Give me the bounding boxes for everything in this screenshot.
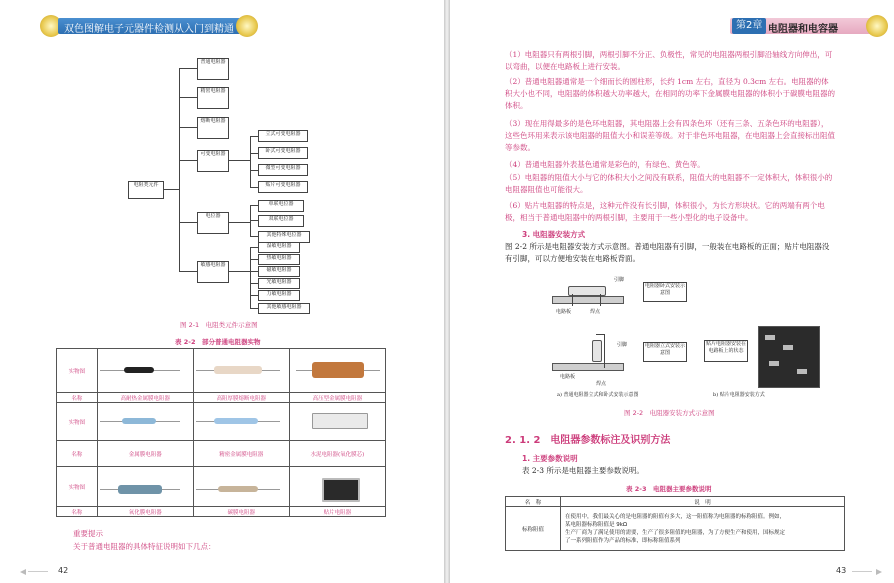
- resistor-photo: [312, 362, 364, 378]
- box-horizontal: 电阻器卧式安装示意图: [643, 282, 687, 302]
- table-caption: 表 2-2 部分普通电阻器实物: [175, 338, 261, 346]
- row-label: 名称: [57, 507, 98, 517]
- resistor-photo: [122, 418, 156, 424]
- leaf-box: 立式可变电阻器: [258, 130, 308, 142]
- leaf-box: 光敏电阻器: [258, 278, 300, 289]
- col-header: 说 明: [561, 497, 845, 507]
- resistor-photo: [214, 366, 262, 374]
- row-label: 名称: [57, 441, 98, 467]
- resistor-name: 贴片电阻器: [289, 507, 385, 517]
- connector-line: [179, 68, 180, 271]
- resistor-shape: [592, 340, 602, 362]
- flower-ornament-icon: [866, 15, 888, 37]
- branch-box-可变: 可变电阻器: [197, 150, 229, 172]
- resistor-name: 水泥电阻器(氧化膜芯): [289, 441, 385, 467]
- resistor-photo: [312, 413, 368, 429]
- leaf-box: 热敏电阻器: [258, 254, 300, 265]
- resistor-name: 精密金属膜电阻器: [193, 441, 289, 467]
- point-2: （2）普通电阻器通常是一个细而长的圆柱形，长约 1cm 左右，直径为 0.3cm 左右。电阻器的体积大小也不同，电阻器的体积越大功率越大，在相同的功率下金属膜电阻器的体积小于碳膜电阻器的体积。: [505, 77, 835, 110]
- leaf-box: 湿敏电阻器: [258, 242, 300, 253]
- resistor-photo: [218, 486, 258, 492]
- tip-text: 关于普通电阻器的具体特征说明如下几点：: [73, 542, 216, 551]
- resistor-photo: [322, 478, 360, 502]
- param-name: 标称阻值: [506, 507, 561, 551]
- resistor-name: 高压型金属膜电阻器: [289, 393, 385, 403]
- figure-caption: 图 2-2 电阻器安装方式示意图: [624, 409, 715, 417]
- branch-box-敏感: 敏感电阻器: [197, 261, 229, 283]
- leaf-box: 单联电位器: [258, 200, 304, 212]
- leaf-box: 其他特殊电位器: [258, 231, 310, 243]
- resistor-photo: [118, 485, 162, 494]
- params-table: [505, 496, 845, 551]
- install-text: 图 2-2 所示是电阻器安装方式示意图。普通电阻器有引脚，一般装在电路板的正面；贴片电阻器没有引脚，可以方便地安装在电路板背面。: [505, 242, 830, 263]
- box-smd: 贴片电阻器安装在电路板上的状态: [704, 340, 748, 362]
- subcaption-b: b) 贴片电阻器安装方式: [713, 392, 765, 398]
- page-number: 42: [58, 566, 69, 575]
- sub-text: 表 2-3 所示是电阻器主要参数说明。: [522, 466, 644, 475]
- param-desc-line: 了一系列阻值作为产品的标准，即标称阻值系列: [565, 537, 681, 544]
- resistor-name: 高耐热金属膜电阻器: [97, 393, 193, 403]
- box-vertical: 电阻器立式安装示意图: [643, 342, 687, 362]
- param-desc-line: 某电阻器标称阻值是 9kΩ: [565, 521, 628, 528]
- resistor-name: 碳膜电阻器: [193, 507, 289, 517]
- branch-box-精密: 精密电阻器: [197, 87, 229, 109]
- connector-line: [163, 189, 179, 190]
- row-label: 实物图: [57, 349, 98, 393]
- subcaption-a: a) 普通电阻器立式和卧式安装示意图: [557, 392, 639, 398]
- row-label: 实物图: [57, 467, 98, 507]
- book-title: 双色图解电子元器件检测从入门到精通: [64, 24, 234, 35]
- next-page-arrow-icon[interactable]: [876, 569, 882, 575]
- chapter-title: 电阻器和电容器: [768, 24, 838, 35]
- param-desc-line: 生产厂商为了满足使用的需要，生产了很多阻值的电阻器，为了方便生产和使用，国标规定: [565, 529, 786, 536]
- label-lead: 引脚: [614, 277, 625, 283]
- row-label: 名称: [57, 393, 98, 403]
- branch-box-普通: 普通电阻器: [197, 58, 229, 80]
- param-desc-line: 在使用中，我们最关心的是电阻器的阻值有多大，这一阻值称为电阻器的标称阻值。例如，: [565, 513, 786, 520]
- point-6: （6）贴片电阻器的特点是，这种元件没有长引脚，体积很小，为长方形块状。它的两端有两个电极，相当于普通电阻器中的两根引脚，主要用于一些小型化的电子设备中。: [505, 201, 825, 222]
- label-lead: 引脚: [617, 342, 628, 348]
- col-header: 名 称: [506, 497, 561, 507]
- leaf-box: 磁敏电阻器: [258, 266, 300, 277]
- label-solder: 焊点: [596, 381, 607, 387]
- point-3: （3）现在用得最多的是色环电阻器，其电阻器上会有四条色环（还有三条、五条色环的电阻器），这些色环用来表示该电阻器的阻值大小和误差等级。对于非色环电阻器，在电阻器上会直接标出阻值等参数。: [505, 119, 835, 152]
- pcb-shape: [552, 296, 624, 304]
- install-heading: 3. 电阻器安装方式: [522, 230, 586, 239]
- branch-box-电位器: 电位器: [197, 212, 229, 234]
- resistor-name: 高阻厚膜熔断电阻器: [193, 393, 289, 403]
- label-pcb: 电路板: [560, 374, 576, 380]
- resistor-name: 金属膜电阻器: [97, 441, 193, 467]
- tip-title: 重要提示: [73, 529, 103, 538]
- sub-heading: 1. 主要参数说明: [522, 454, 578, 463]
- table-caption: 表 2-3 电阻器主要参数说明: [626, 485, 712, 493]
- leaf-box: 微型可变电阻器: [258, 164, 308, 176]
- leaf-box: 贴片可变电阻器: [258, 181, 308, 193]
- smd-photo: [758, 326, 820, 388]
- prev-page-arrow-icon[interactable]: [20, 569, 26, 575]
- row-label: 实物图: [57, 403, 98, 441]
- chapter-badge: 第2章: [732, 18, 766, 34]
- point-4: （4）普通电阻器外表基色通常是彩色的，有绿色、黄色等。: [505, 160, 705, 169]
- branch-box-熔断: 熔断电阻器: [197, 117, 229, 139]
- leaf-box: 其他敏感电阻器: [258, 303, 310, 314]
- leaf-box: 力敏电阻器: [258, 290, 300, 301]
- label-pcb: 电路板: [556, 309, 572, 315]
- figure-caption: 图 2-1 电阻类元件示意图: [180, 321, 258, 329]
- resistor-photo: [124, 367, 154, 373]
- point-5: （5）电阻器的阻值大小与它的体积大小之间没有联系，阻值大的电阻器不一定体积大，体积很小的电阻器阻值也可能很大。: [505, 173, 833, 194]
- flower-ornament-icon: [236, 15, 258, 37]
- leaf-box: 卧式可变电阻器: [258, 147, 308, 159]
- left-page: [0, 0, 444, 583]
- diagram-root-box: 电阻类元件: [128, 181, 164, 199]
- resistor-photo: [214, 418, 258, 424]
- label-solder: 焊点: [590, 309, 601, 315]
- leaf-box: 双联电位器: [258, 215, 304, 227]
- page-number: 43: [836, 566, 847, 575]
- point-1: （1）电阻器只有两根引脚，两根引脚不分正、负极性，常见的电阻器两根引脚沿轴线方向伸出，可以弯曲，以便在电路板上进行安装。: [505, 50, 833, 71]
- section-title: 2. 1. 2 电阻器参数标注及识别方法: [505, 435, 671, 446]
- pcb-shape: [552, 363, 624, 371]
- resistor-name: 氧化膜电阻器: [97, 507, 193, 517]
